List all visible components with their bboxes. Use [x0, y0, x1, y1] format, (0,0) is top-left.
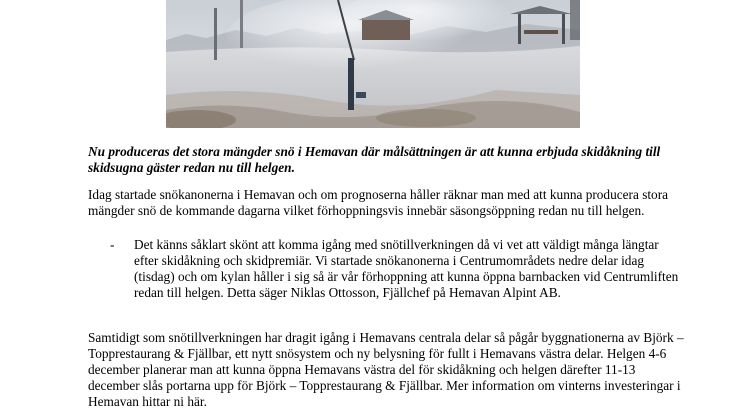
snowmaking-photo: [166, 0, 580, 128]
quote-text: Det känns såklart skönt att komma igång med snötillverkningen då vi vet att väldigt många längtar efter skidåkning och skidpremiär. Vi startade snökanonerna i Centrumområdets nedre delar idag (tisdag) och om kylan håller i sig så är vår förhoppning att kunna öppna barnbacken vid Centrumliften redan till helgen. Detta säger Niklas Ottosson, Fjällchef på Hemavan Alpint AB.: [134, 237, 679, 300]
quote-list-item: [110, 237, 682, 301]
bullet-marker: -: [110, 237, 115, 252]
article-paragraph-1: Idag startade snökanonerna i Hemavan och om prognoserna håller räknar man med att kunna producera stora mängder snö de kommande dagarna vilket förhoppningsvis innebär säsongsöppning redan nu till helgen.: [88, 187, 669, 218]
article-paragraph-3: Samtidigt som snötillverkningen har dragit igång i Hemavans centrala delar så pågår byggnationerna av Björk –Topprestaurang & Fjällbar, ett nytt snösystem och ny belysning för fullt i Hemavans västra delar. Helgen 4-6 december planerar man att kunna öppna Hemavans västra del för skidåkning och helgen därefter 11-13 december slås portarna upp för Björk – Topprestaurang & Fjällbar. Mer information om vinterns investeringar i Hemavan hittar ni här.: [88, 330, 684, 409]
article-lead: Nu produceras det stora mängder snö i Hemavan där målsättningen är att kunna erbjuda skidåkning till skidsugna gäster redan nu till helgen.: [88, 144, 661, 175]
